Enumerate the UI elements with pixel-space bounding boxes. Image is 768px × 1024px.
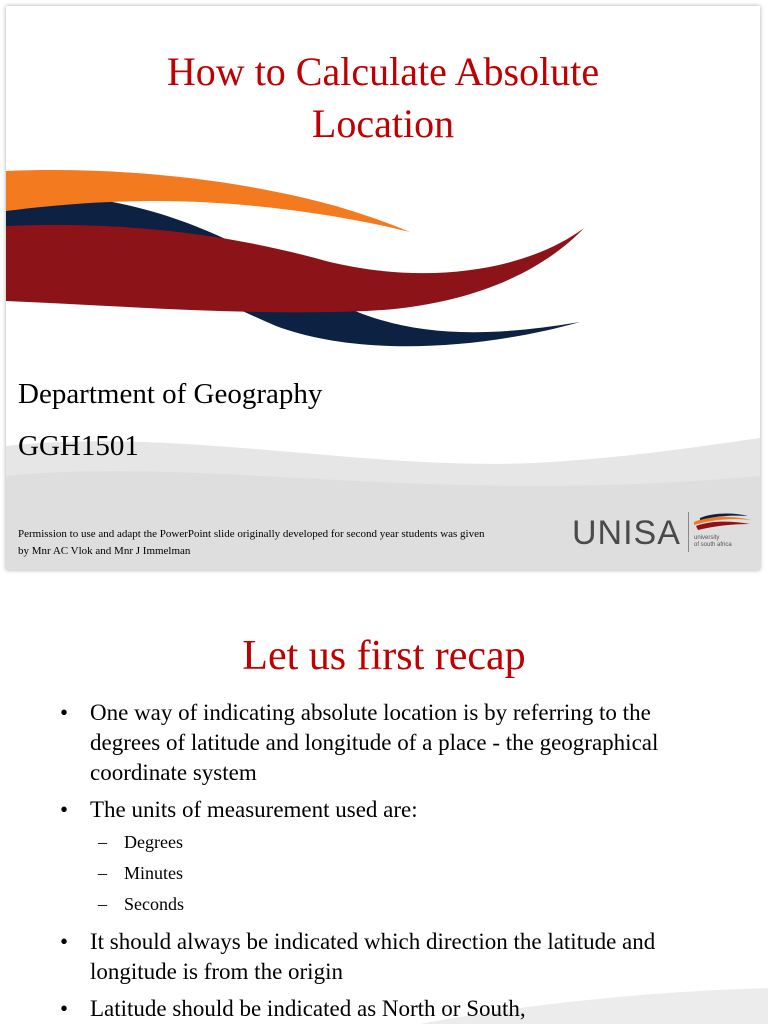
maroon-swoosh <box>6 225 584 312</box>
title-line-1: How to Calculate Absolute <box>166 49 600 94</box>
logo-divider <box>688 512 689 552</box>
department-name: Department of Geography <box>18 378 323 410</box>
course-code: GGH1501 <box>18 430 139 462</box>
sub-list-item <box>90 889 700 920</box>
list-item <box>60 927 700 987</box>
title-slide <box>6 6 760 570</box>
list-item <box>60 795 700 920</box>
dash-icon: – <box>98 863 107 883</box>
title-line-2: Location <box>311 101 455 146</box>
list-item <box>60 698 700 788</box>
sub-item-text: Seconds <box>124 894 184 914</box>
recap-slide <box>0 580 768 1024</box>
unisa-swoosh-icon <box>692 512 754 534</box>
bullet-icon: • <box>60 700 69 725</box>
sub-list <box>90 827 700 920</box>
bullet-icon: • <box>60 797 69 822</box>
permission-line-2: by Mnr AC Vlok and Mnr J Immelman <box>18 545 191 557</box>
slide-heading: Let us first recap <box>242 633 526 679</box>
slide-title <box>6 46 760 150</box>
sub-item-text: Minutes <box>124 863 184 883</box>
bullet-text: It should always be indicated which direction the latitude and longitude is from the origin <box>90 929 656 984</box>
bullet-text: The units of measurement used are: <box>90 797 418 822</box>
dash-icon: – <box>98 894 107 914</box>
bullet-list <box>60 698 700 1024</box>
list-item <box>60 994 700 1024</box>
bullet-icon: • <box>60 929 69 954</box>
bullet-text: Latitude should be indicated as North or South, <box>90 996 526 1021</box>
unisa-logo-word: UNISA <box>572 514 681 552</box>
logo-sub-line-2: of south africa <box>694 542 732 548</box>
permission-note <box>18 526 578 560</box>
sub-list-item <box>90 858 700 889</box>
logo-sub-line-1: university <box>694 535 720 541</box>
unisa-logo-subtitle <box>694 535 758 549</box>
sub-item-text: Degrees <box>124 832 183 852</box>
sub-list-item <box>90 827 700 858</box>
dash-icon: – <box>98 832 107 852</box>
permission-line-1: Permission to use and adapt the PowerPoint slide originally developed for second year students was given <box>18 528 485 540</box>
bullet-text: One way of indicating absolute location is by referring to the degrees of latitude and longitude of a place - the geographical coordinate system <box>90 700 659 785</box>
department-block <box>18 368 322 472</box>
bullet-icon: • <box>60 996 69 1021</box>
